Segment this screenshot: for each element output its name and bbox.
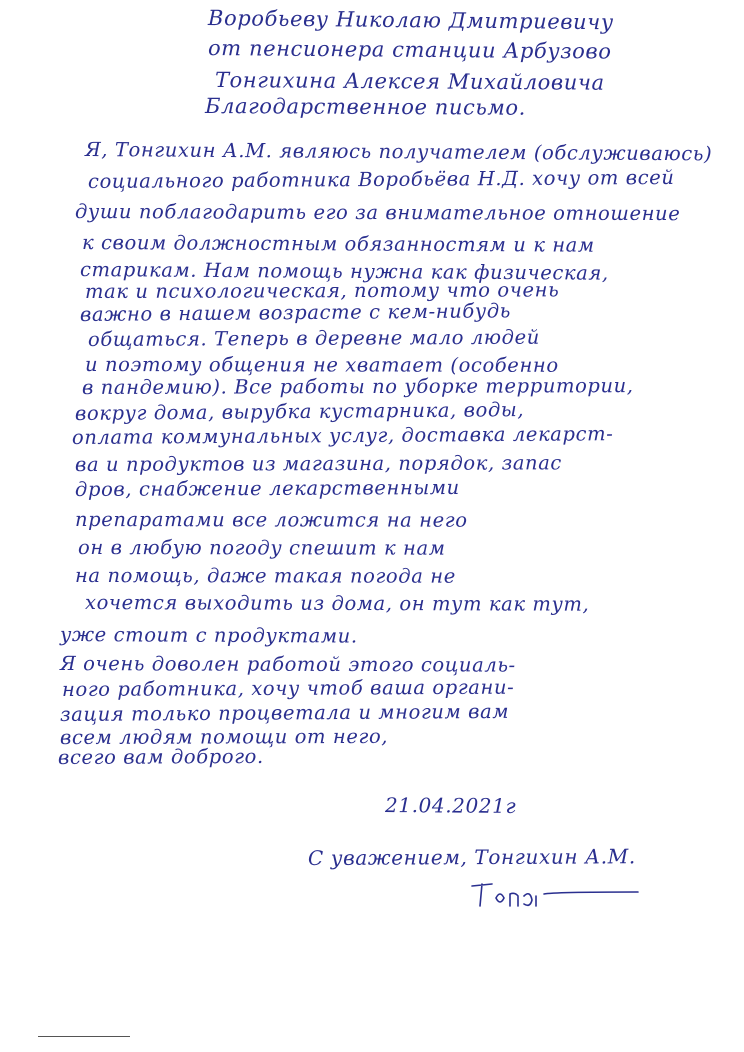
body-line-9: и поэтому общения не хватает (особенно	[84, 353, 559, 377]
body-line-21: ного работника, хочу чтоб ваша органи-	[61, 675, 515, 701]
body-line-3: души поблагодарить его за внимательное отношение	[74, 200, 681, 226]
body-line-7: важно в нашем возрасте с кем-нибудь	[79, 299, 512, 326]
body-line-15: препаратами все ложится на него	[74, 508, 468, 532]
body-line-1: Я, Тонгихин А.М. являюсь получателем (обслуживаюсь)	[84, 138, 713, 166]
closing-line: С уважением, Тонгихин А.М.	[307, 844, 636, 870]
body-line-6: так и психологическая, потому что очень	[84, 278, 560, 303]
body-line-11: вокруг дома, вырубка кустарника, воды,	[74, 398, 525, 425]
body-line-17: на помощь, даже такая погода не	[74, 564, 456, 588]
body-line-20: Я очень доволен работой этого социаль-	[59, 652, 516, 677]
body-line-18: хочется выходить из дома, он тут как тут,	[84, 591, 590, 616]
address-line-2: от пенсионера станции Арбузово	[207, 36, 612, 64]
letter-heading: Благодарственное письмо.	[204, 94, 527, 120]
body-line-23: всем людям помощи от него,	[59, 724, 389, 749]
body-line-14: дров, снабжение лекарственными	[74, 475, 460, 501]
body-line-22: зация только процветала и многим вам	[59, 699, 510, 726]
body-line-10: в пандемию). Все работы по уборке территории,	[81, 374, 634, 399]
bottom-rule	[38, 1036, 130, 1037]
address-line-1: Воробьеву Николаю Дмитриевичу	[207, 6, 614, 35]
body-line-24: всего вам доброго.	[57, 744, 264, 769]
body-line-4: к своим должностным обязанностям и к нам	[81, 231, 595, 257]
body-line-8: общаться. Теперь в деревне мало людей	[87, 325, 540, 351]
body-line-19: уже стоит с продуктами.	[59, 623, 358, 648]
body-line-16: он в любую погоду спешит к нам	[77, 536, 446, 560]
body-line-13: ва и продуктов из магазина, порядок, запас	[74, 451, 562, 476]
body-line-2: социального работника Воробьёва Н.Д. хочу от всей	[87, 165, 675, 193]
signature	[470, 880, 640, 920]
address-line-3: Тонгихина Алексея Михайловича	[214, 68, 605, 95]
body-line-5: старикам. Нам помощь нужна как физическая,	[79, 258, 609, 285]
letter-date: 21.04.2021г	[384, 793, 517, 818]
body-line-12: оплата коммунальных услуг, доставка лекарст-	[71, 422, 614, 449]
